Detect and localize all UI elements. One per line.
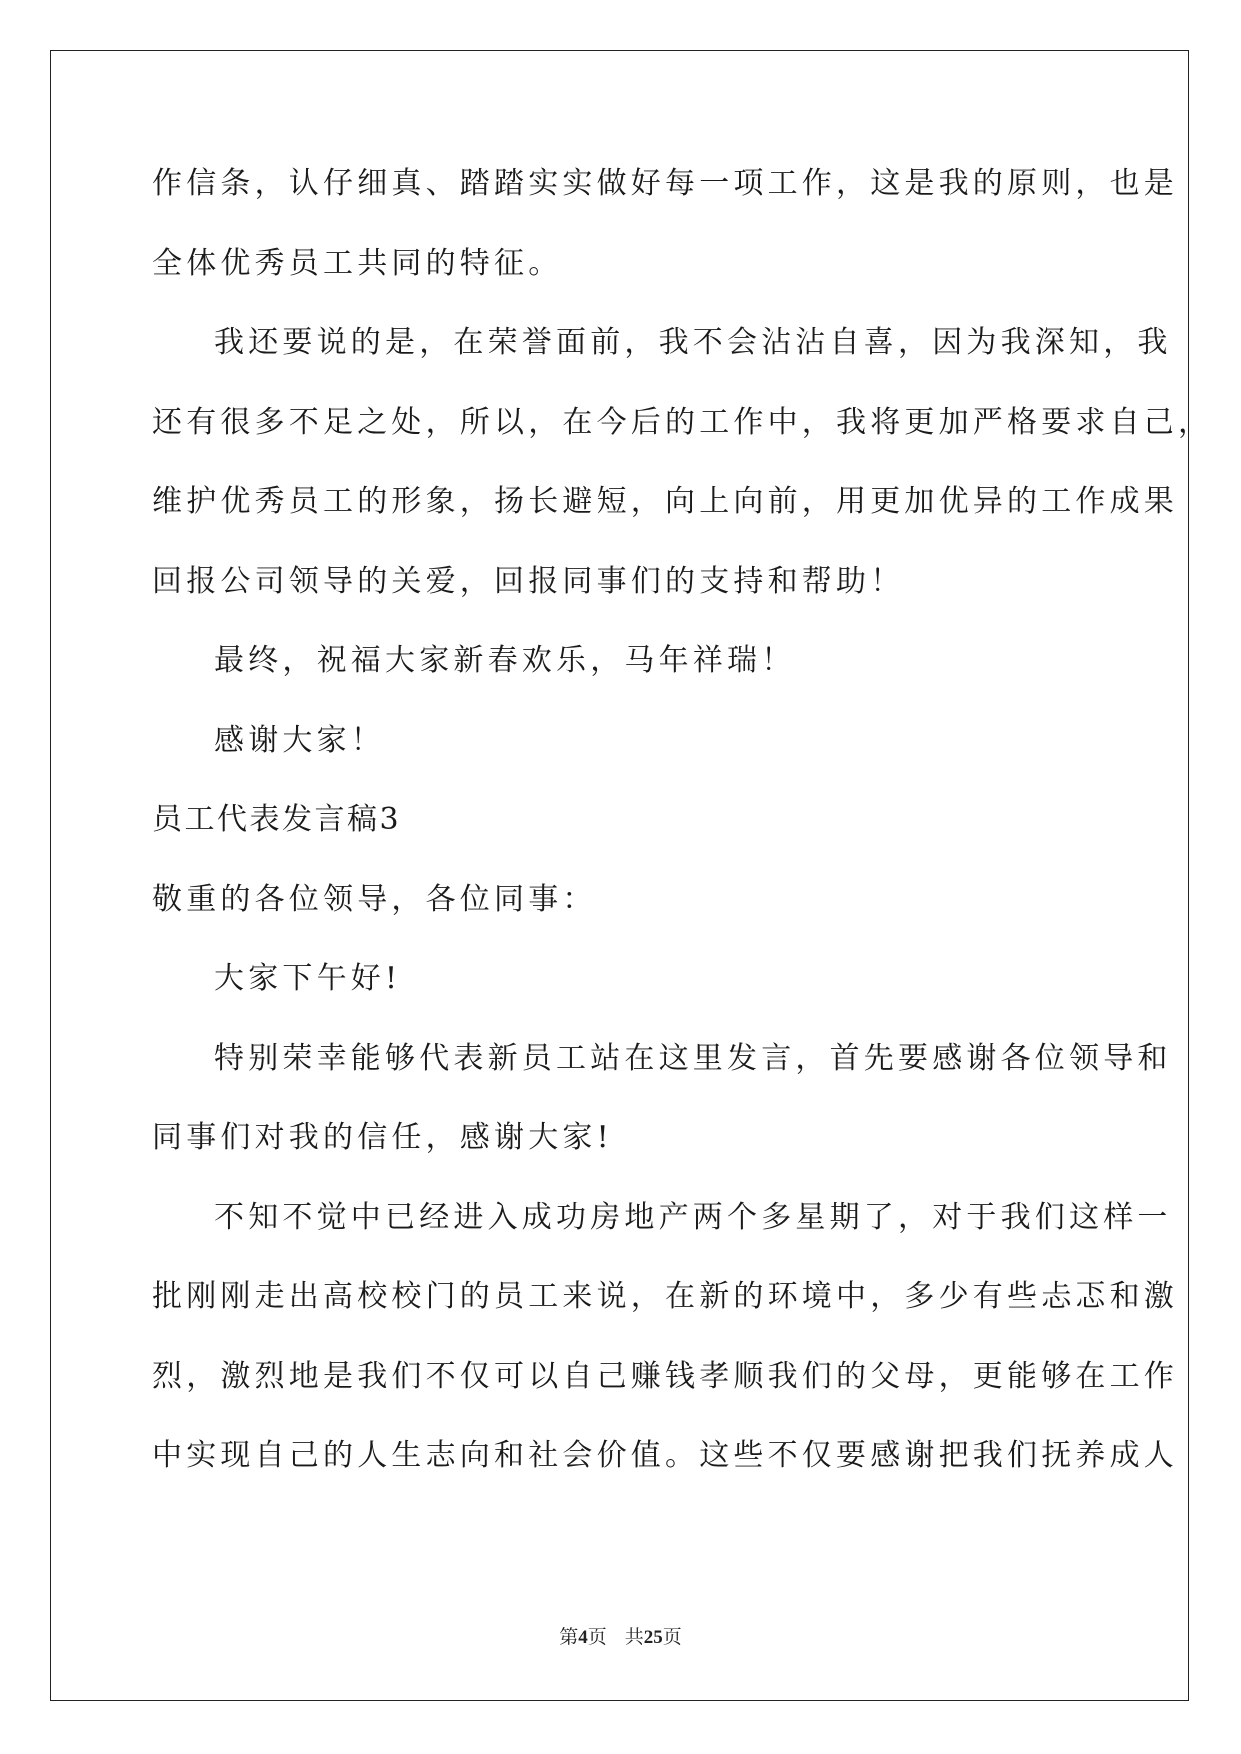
text-line: 同事们对我的信任，感谢大家! (152, 1120, 613, 1155)
paragraph-line: 大家下午好! (214, 961, 402, 996)
total-suffix: 页 (662, 1627, 682, 1648)
text-line: 作信条，认仔细真、踏踏实实做好每一项工作，这是我的原则，也是 (152, 166, 1178, 201)
page-suffix: 页 (587, 1627, 607, 1648)
total-prefix: 共 (624, 1627, 644, 1648)
text-line: 回报公司领导的关爱，回报同事们的支持和帮助！ (152, 563, 905, 599)
paragraph-line: 不知不觉中已经进入成功房地产两个多星期了，对于我们这样一 (214, 1199, 1172, 1235)
salutation-line: 敬重的各位领导，各位同事： (152, 881, 597, 917)
paragraph-line: 我还要说的是，在荣誉面前，我不会沾沾自喜，因为我深知，我 (214, 325, 1172, 360)
text-line: 维护优秀员工的形象，扬长避短，向上向前，用更加优异的工作成果 (152, 484, 1178, 519)
page-number: 4 (578, 1627, 588, 1648)
text-line: 全体优秀员工共同的特征。 (152, 245, 563, 281)
paragraph-line: 感谢大家！ (214, 722, 385, 758)
total-pages: 25 (643, 1627, 663, 1648)
section-heading: 员工代表发言稿3 (152, 802, 402, 837)
page-prefix: 第 (559, 1627, 579, 1648)
page-footer (0, 1622, 1241, 1649)
document-body (152, 160, 1213, 1512)
text-line: 批刚刚走出高校校门的员工来说，在新的环境中，多少有些忐忑和激 (152, 1279, 1178, 1314)
text-line: 中实现自己的人生志向和社会价值。这些不仅要感谢把我们抚养成人 (152, 1438, 1178, 1473)
text-line: 还有很多不足之处，所以，在今后的工作中，我将更加严格要求自己， (152, 404, 1213, 440)
text-line: 烈，激烈地是我们不仅可以自己赚钱孝顺我们的父母，更能够在工作 (152, 1358, 1178, 1394)
paragraph-line: 最终，祝福大家新春欢乐，马年祥瑞！ (214, 643, 796, 678)
paragraph-line: 特别荣幸能够代表新员工站在这里发言，首先要感谢各位领导和 (214, 1040, 1172, 1076)
